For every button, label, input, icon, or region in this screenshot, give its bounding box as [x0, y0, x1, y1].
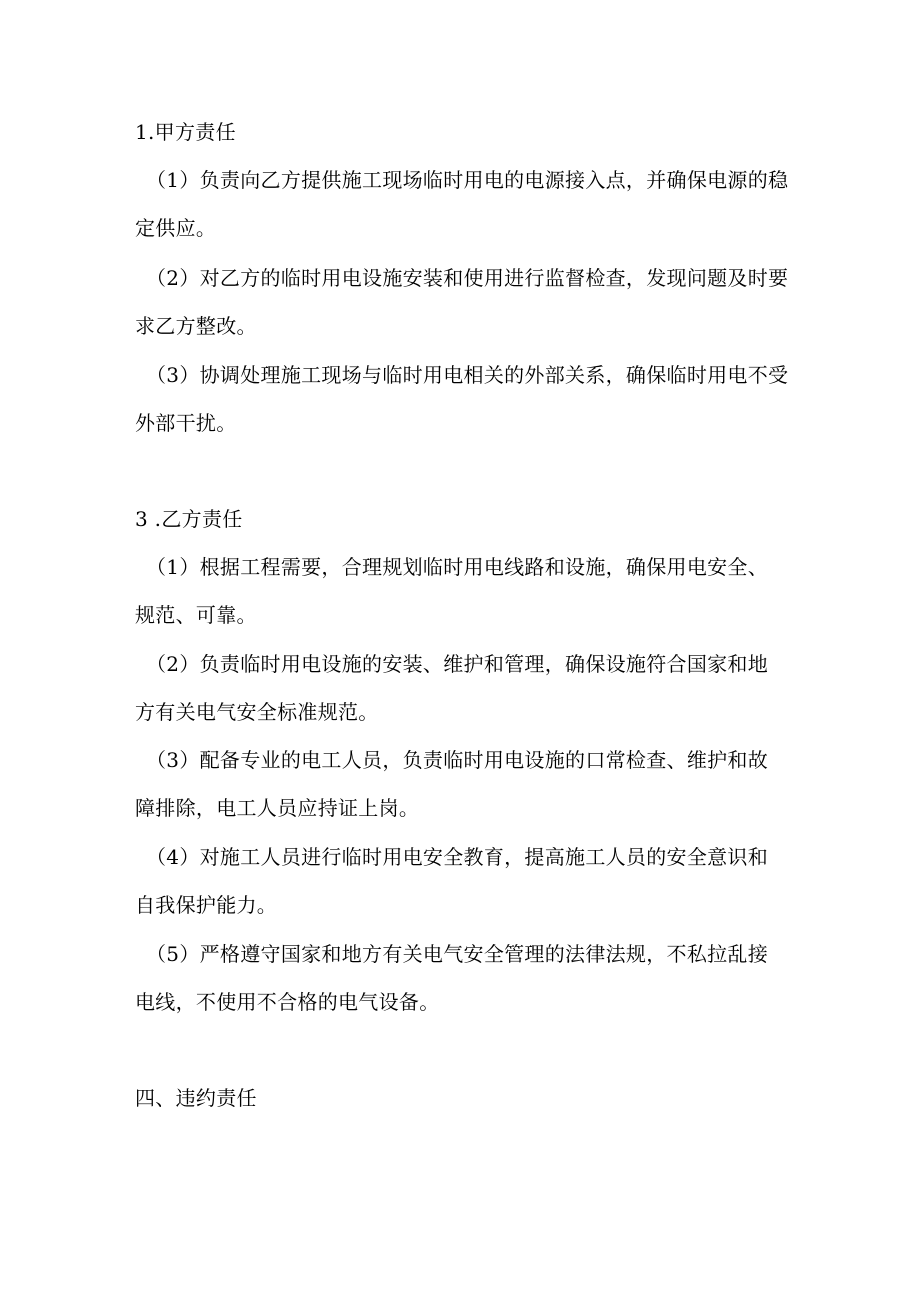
- paragraph-line: （1）负责向乙方提供施工现场临时用电的电源接入点，并确保电源的稳: [146, 168, 789, 192]
- paragraph-line: 障排除，电工人员应持证上岗。: [135, 796, 420, 820]
- paragraph-line: 自我保护能力。: [135, 893, 278, 917]
- section-heading-party-a: 1.甲方责任: [135, 120, 236, 144]
- paragraph-line: （2）对乙方的临时用电设施安装和使用进行监督检查，发现问题及时要: [146, 266, 789, 290]
- paragraph-line: （5）严格遵守国家和地方有关电气安全管理的法律法规，不私拉乱接: [146, 942, 769, 966]
- paragraph-line: 外部干扰。: [135, 411, 237, 435]
- paragraph-line: （4）对施工人员进行临时用电安全教育，提高施工人员的安全意识和: [146, 845, 769, 869]
- paragraph-line: 规范、可靠。: [135, 603, 257, 627]
- paragraph-line: （2）负责临时用电设施的安装、维护和管理，确保设施符合国家和地: [146, 652, 769, 676]
- section-heading-party-b: 3 .乙方责任: [135, 507, 243, 531]
- paragraph-line: 电线，不使用不合格的电气设备。: [135, 990, 440, 1014]
- paragraph-line: （3）配备专业的电工人员，负责临时用电设施的口常检查、维护和故: [146, 748, 769, 772]
- paragraph-line: 求乙方整改。: [135, 314, 257, 338]
- section-heading-breach: 四、违约责任: [135, 1086, 257, 1110]
- paragraph-line: （1）根据工程需要，合理规划临时用电线路和设施，确保用电安全、: [146, 555, 769, 579]
- paragraph-line: 方有关电气安全标准规范。: [135, 700, 379, 724]
- paragraph-line: 定供应。: [135, 216, 217, 240]
- paragraph-line: （3）协调处理施工现场与临时用电相关的外部关系，确保临时用电不受: [146, 363, 789, 387]
